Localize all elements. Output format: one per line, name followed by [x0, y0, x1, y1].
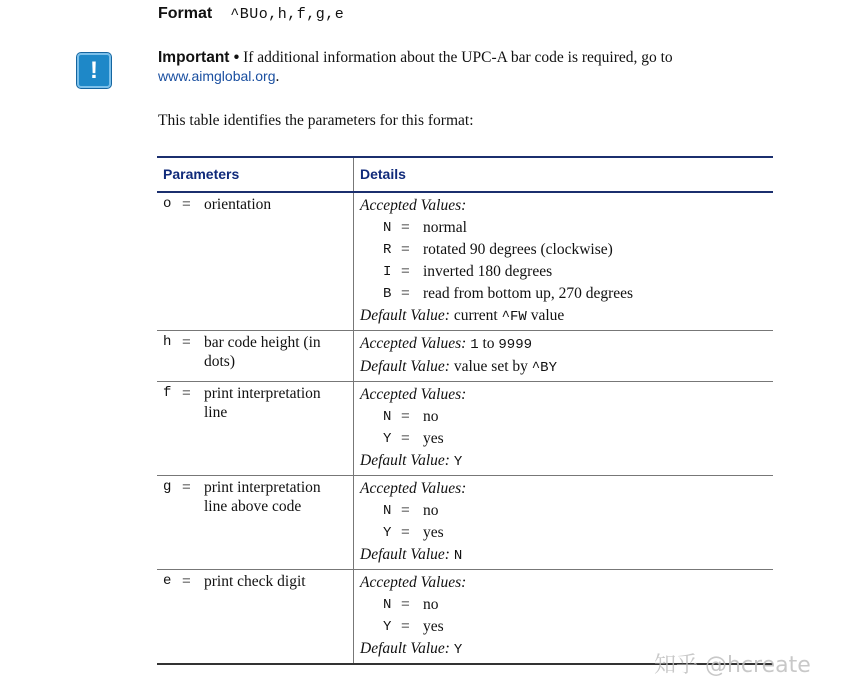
param-eq: =: [182, 385, 191, 402]
default-code: Y: [453, 642, 463, 658]
value-eq: =: [401, 596, 410, 613]
details-cell: [354, 476, 774, 570]
value-row: [360, 594, 767, 616]
exclamation-icon: !: [77, 53, 111, 88]
default-code: ^BY: [531, 360, 557, 376]
param-cell: [157, 570, 354, 665]
value-row: [360, 239, 767, 261]
value-code: I: [383, 264, 392, 280]
default-line: [360, 356, 767, 379]
watermark: 知乎 @hcreate: [654, 653, 811, 678]
value-text: rotated 90 degrees (clockwise): [423, 241, 613, 258]
param-eq: =: [182, 196, 191, 213]
value-text: read from bottom up, 270 degrees: [423, 285, 634, 302]
accepted-max: 9999: [498, 337, 533, 353]
default-line: [360, 305, 767, 328]
table-header-row: [157, 157, 773, 192]
value-code: N: [383, 597, 392, 613]
param-cell: [157, 331, 354, 382]
param-cell: [157, 476, 354, 570]
important-note: [158, 48, 758, 86]
header-details: Details: [354, 157, 774, 192]
param-eq: =: [182, 334, 191, 351]
value-eq: =: [401, 502, 410, 519]
value-text: no: [423, 596, 439, 613]
value-code: Y: [383, 431, 392, 447]
accepted-label: Accepted Values:: [360, 197, 467, 214]
value-code: Y: [383, 525, 392, 541]
value-eq: =: [401, 219, 410, 236]
important-label: Important •: [158, 49, 240, 66]
value-code: R: [383, 242, 392, 258]
intro-text: This table identifies the parameters for this format:: [158, 112, 474, 129]
value-row: [360, 283, 767, 305]
parameters-table: [157, 156, 773, 665]
details-cell: [354, 382, 774, 476]
value-text: no: [423, 408, 439, 425]
default-pre: value set by: [449, 358, 532, 375]
table-row: [157, 192, 773, 331]
important-text: If additional information about the UPC-A bar code is required, go to: [239, 49, 673, 66]
value-text: no: [423, 502, 439, 519]
format-code: ^BUo,h,f,g,e: [230, 6, 345, 23]
aimglobal-link[interactable]: www.aimglobal.org: [158, 68, 276, 84]
param-symbol: e: [163, 573, 172, 589]
param-desc: orientation: [204, 196, 272, 213]
value-code: N: [383, 409, 392, 425]
table-row: [157, 331, 773, 382]
default-label: Default Value:: [360, 307, 450, 324]
value-row: [360, 217, 767, 239]
default-code: ^FW: [501, 309, 527, 325]
value-row: [360, 261, 767, 283]
default-label: Default Value:: [360, 358, 450, 375]
value-row: [360, 500, 767, 522]
value-text: yes: [423, 430, 444, 447]
format-line: [158, 5, 344, 23]
accepted-min: 1: [470, 337, 479, 353]
param-desc: print interpretation line above code: [204, 479, 321, 515]
value-row: [360, 406, 767, 428]
value-eq: =: [401, 430, 410, 447]
accepted-label: Accepted Values:: [360, 335, 467, 352]
format-label: Format: [158, 5, 213, 22]
default-line: [360, 450, 767, 473]
param-eq: =: [182, 479, 191, 496]
param-symbol: g: [163, 479, 172, 495]
default-code: Y: [453, 454, 463, 470]
param-symbol: h: [163, 334, 172, 350]
table-row: [157, 476, 773, 570]
value-eq: =: [401, 263, 410, 280]
value-code: N: [383, 220, 392, 236]
param-desc: print check digit: [204, 573, 306, 590]
value-text: yes: [423, 618, 444, 635]
accepted-to: to: [478, 335, 499, 352]
param-symbol: o: [163, 196, 172, 212]
accepted-label: Accepted Values:: [360, 574, 467, 591]
value-code: N: [383, 503, 392, 519]
accepted-label: Accepted Values:: [360, 480, 467, 497]
value-text: yes: [423, 524, 444, 541]
param-cell: [157, 192, 354, 331]
details-cell: [354, 331, 774, 382]
header-parameters: Parameters: [157, 157, 354, 192]
param-desc: bar code height (in dots): [204, 334, 321, 370]
param-cell: [157, 382, 354, 476]
value-eq: =: [401, 524, 410, 541]
accepted-line: [360, 333, 767, 356]
table-row: [157, 382, 773, 476]
param-desc: print interpretation line: [204, 385, 321, 421]
value-eq: =: [401, 241, 410, 258]
value-eq: =: [401, 618, 410, 635]
default-line: [360, 544, 767, 567]
default-code: N: [453, 548, 463, 564]
accepted-label: Accepted Values:: [360, 386, 467, 403]
value-code: B: [383, 286, 392, 302]
default-pre: current: [449, 307, 502, 324]
value-text: normal: [423, 219, 467, 236]
value-row: [360, 428, 767, 450]
default-post: value: [526, 307, 565, 324]
link-suffix: .: [275, 68, 280, 85]
value-row: [360, 522, 767, 544]
value-text: inverted 180 degrees: [423, 263, 553, 280]
default-label: Default Value:: [360, 546, 450, 563]
value-code: Y: [383, 619, 392, 635]
value-eq: =: [401, 408, 410, 425]
value-row: [360, 616, 767, 638]
param-eq: =: [182, 573, 191, 590]
param-symbol: f: [163, 385, 172, 401]
default-label: Default Value:: [360, 452, 450, 469]
default-label: Default Value:: [360, 640, 450, 657]
details-cell: [354, 192, 774, 331]
value-eq: =: [401, 285, 410, 302]
